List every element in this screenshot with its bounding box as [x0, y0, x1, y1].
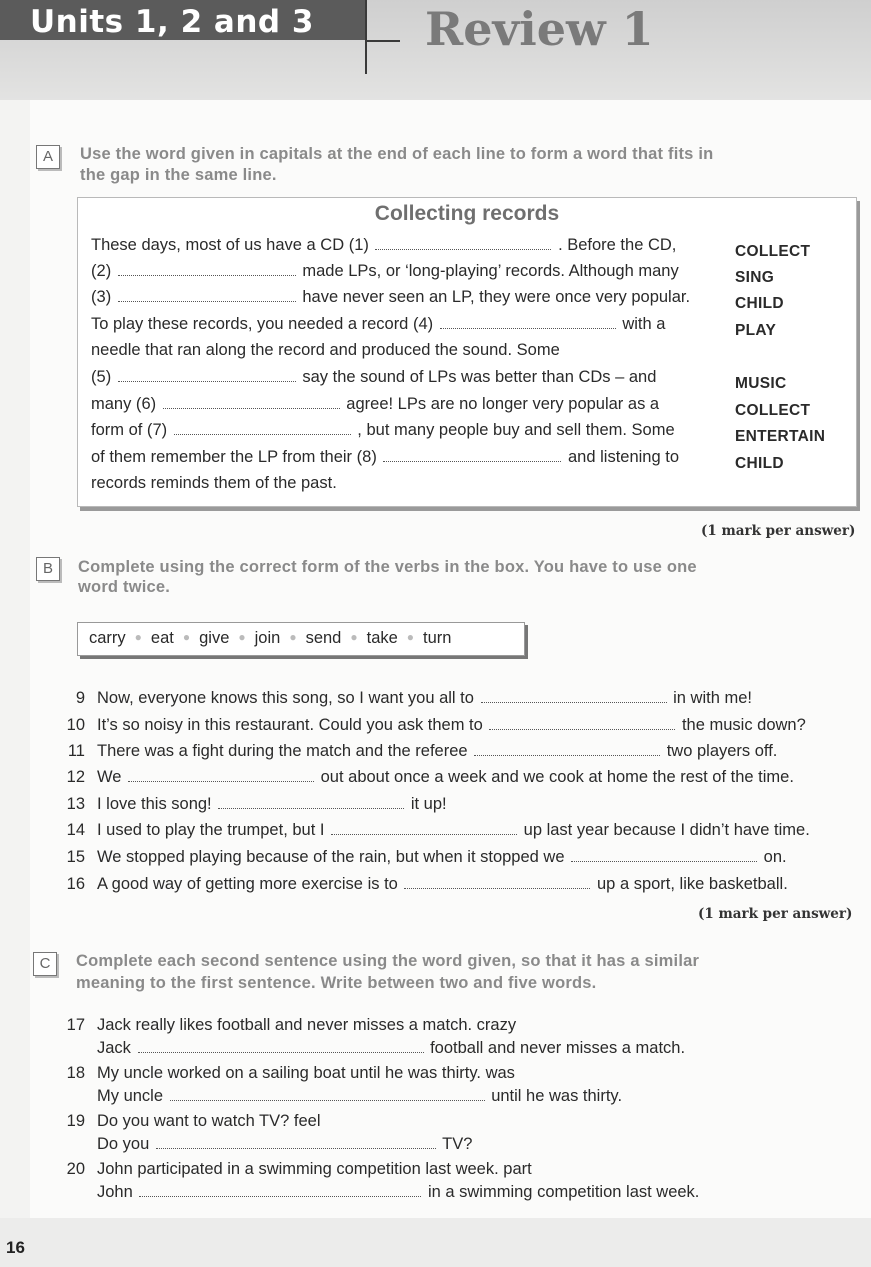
review-title: Review 1 [425, 2, 654, 56]
capital-word: SING [735, 269, 775, 286]
capital-word: ENTERTAIN [735, 428, 826, 445]
header-rule [366, 40, 400, 42]
question-text [97, 821, 810, 840]
capital-word: MUSIC [735, 375, 787, 392]
question-number: 14 [66, 821, 85, 839]
passage-text: agree! LPs are no longer very popular as a [341, 395, 660, 413]
section-b-instruction-2: word twice. [78, 578, 171, 596]
section-c-instruction-2: meaning to the first sentence. Write between two and five words. [76, 974, 597, 992]
passage-text: say the sound of LPs was better than CDs – and [297, 368, 657, 386]
question-post: it up! [406, 795, 447, 813]
passage-text: , but many people buy and sell them. Some [352, 421, 675, 439]
passage-text: ) [363, 236, 374, 254]
passage-text: ) [105, 288, 116, 306]
keyword: crazy [476, 1016, 517, 1034]
bullet-separator: ● [238, 630, 246, 644]
question-number: 16 [66, 875, 85, 893]
passage-text: many ( [91, 395, 142, 413]
question-text [97, 848, 787, 867]
second-sentence [97, 1087, 622, 1106]
gap-blank[interactable] [163, 407, 340, 409]
passage-line [91, 448, 679, 467]
answer-blank[interactable] [331, 833, 517, 835]
passage-text: ) [371, 448, 382, 466]
verb-word: turn [423, 629, 452, 647]
passage-line [91, 395, 659, 414]
text-box-collecting-records [77, 197, 857, 507]
answer-blank[interactable] [404, 887, 590, 889]
gap-blank[interactable] [375, 248, 551, 250]
section-b-marks: (1 mark per answer) [698, 906, 853, 922]
question-post: out about once a week and we cook at home the rest of the time. [316, 768, 794, 786]
answer-blank[interactable] [489, 728, 675, 730]
section-a-marks: (1 mark per answer) [701, 523, 856, 539]
question-text [97, 689, 752, 708]
passage-text: ( [91, 262, 97, 280]
passage-text: form of ( [91, 421, 153, 439]
question-post: on. [759, 848, 787, 866]
question-post: two players off. [662, 742, 778, 760]
bullet-separator: ● [182, 630, 191, 644]
passage-text: have never seen an LP, they were once very popular. [297, 288, 691, 306]
section-b-instruction-1: Complete using the correct form of the verbs in the box. You have to use one [78, 558, 697, 576]
keyword: was [485, 1064, 515, 1082]
first-sentence [97, 1016, 516, 1035]
verb-word: send [305, 629, 342, 647]
question-pre: I used to play the trumpet, but I [97, 821, 330, 839]
passage-text: ( [91, 288, 97, 306]
box-title: Collecting records [374, 202, 560, 225]
keyword: feel [293, 1112, 321, 1130]
passage-text: ) [105, 368, 116, 386]
passage-line [91, 236, 676, 255]
question-post: in with me! [668, 689, 752, 707]
gap-blank[interactable] [118, 300, 296, 302]
question-text [97, 742, 777, 761]
passage-text: ( [91, 368, 97, 386]
first-sentence [97, 1160, 532, 1179]
passage-text: ) [427, 315, 438, 333]
bullet-separator: ● [289, 630, 297, 644]
capital-word: CHILD [735, 295, 784, 312]
gap-blank[interactable] [118, 380, 296, 382]
question-number: 13 [66, 795, 85, 813]
question-pre: Now, everyone knows this song, so I want you all to [97, 689, 479, 707]
passage-text: of them remember the LP from their ( [91, 448, 363, 466]
sentence-post: football and never misses a match. [425, 1039, 686, 1057]
question-post: up last year because I didn’t have time. [519, 821, 810, 839]
section-a-letter: A [36, 145, 60, 169]
passage-text: with a [617, 315, 666, 333]
page-number: 16 [6, 1238, 25, 1257]
answer-blank[interactable] [138, 1051, 424, 1053]
sentence-text: Do you want to watch TV? [97, 1112, 290, 1130]
question-text [97, 875, 788, 894]
sentence-text: My uncle worked on a sailing boat until he was thirty. [97, 1064, 481, 1082]
passage-line [91, 368, 656, 387]
gap-blank[interactable] [440, 327, 616, 329]
bullet-separator: ● [134, 630, 142, 644]
header-divider [365, 0, 367, 74]
capital-word: COLLECT [735, 402, 811, 419]
question-post: the music down? [677, 716, 806, 734]
question-number: 15 [66, 848, 85, 866]
question-number: 11 [67, 742, 85, 760]
passage-line [91, 421, 675, 440]
passage-text: needle that ran along the record and produced the sound. Some [91, 341, 560, 359]
verb-word-box [77, 622, 525, 656]
bullet-separator: ● [350, 630, 358, 644]
answer-blank[interactable] [128, 780, 314, 782]
passage-line [91, 474, 337, 493]
gap-blank[interactable] [383, 460, 561, 462]
answer-blank[interactable] [139, 1195, 421, 1197]
gap-number: 3 [96, 288, 106, 306]
question-pre: It’s so noisy in this restaurant. Could you ask them to [97, 716, 488, 734]
second-sentence [97, 1039, 685, 1058]
gap-blank[interactable] [118, 274, 296, 276]
answer-blank[interactable] [474, 754, 660, 756]
answer-blank[interactable] [170, 1099, 485, 1101]
sentence-text: Jack really likes football and never misses a match. [97, 1016, 473, 1034]
section-c-letter: C [33, 952, 57, 976]
passage-line [91, 288, 690, 307]
gap-number: 6 [141, 395, 151, 413]
answer-blank[interactable] [218, 807, 404, 809]
question-number: 20 [66, 1160, 85, 1178]
passage-text: ) [150, 395, 161, 413]
first-sentence [97, 1064, 515, 1083]
keyword: part [503, 1160, 532, 1178]
passage-text: To play these records, you needed a record ( [91, 315, 419, 333]
verb-word: give [199, 629, 230, 647]
capital-word: PLAY [735, 322, 777, 339]
gap-number: 1 [354, 236, 364, 254]
capital-word: COLLECT [735, 243, 811, 260]
verb-word: carry [89, 629, 126, 647]
footer-strip [0, 1218, 871, 1267]
sentence-post: in a swimming competition last week. [423, 1183, 700, 1201]
question-text [97, 768, 794, 787]
sentence-pre: John [97, 1183, 138, 1201]
second-sentence [97, 1135, 472, 1154]
gap-number: 8 [362, 448, 372, 466]
question-number: 10 [66, 716, 85, 734]
answer-blank[interactable] [156, 1147, 436, 1149]
passage-line [91, 262, 679, 281]
passage-text: and listening to [563, 448, 680, 466]
section-a-instruction-2: the gap in the same line. [80, 166, 277, 184]
question-pre: I love this song! [97, 795, 217, 813]
capital-word: CHILD [735, 455, 784, 472]
sentence-pre: Jack [97, 1039, 136, 1057]
passage-text: records reminds them of the past. [91, 474, 337, 492]
section-b-letter: B [36, 557, 60, 581]
question-number: 12 [66, 768, 85, 786]
bullet-separator: ● [406, 630, 415, 644]
section-a-instruction-1: Use the word given in capitals at the end of each line to form a word that fits in [80, 145, 714, 163]
question-pre: We stopped playing because of the rain, but when it stopped we [97, 848, 570, 866]
question-pre: We [97, 768, 127, 786]
gap-number: 7 [152, 421, 162, 439]
question-text [97, 716, 806, 735]
gap-number: 4 [418, 315, 428, 333]
passage-text: ) [161, 421, 172, 439]
passage-text: made LPs, or ‘long-playing’ records. Although many [297, 262, 679, 280]
question-number: 18 [66, 1064, 85, 1082]
question-pre: A good way of getting more exercise is to [97, 875, 403, 893]
passage-line [91, 315, 665, 334]
passage-line [91, 341, 560, 360]
sentence-pre: My uncle [97, 1087, 168, 1105]
verb-word: eat [150, 629, 174, 647]
answer-blank[interactable] [571, 860, 757, 862]
verb-list [89, 629, 451, 648]
passage-text: ) [105, 262, 116, 280]
first-sentence [97, 1112, 321, 1131]
sentence-post: until he was thirty. [486, 1087, 623, 1105]
sentence-post: TV? [437, 1135, 473, 1153]
second-sentence [97, 1183, 699, 1202]
answer-blank[interactable] [481, 701, 667, 703]
passage-text: These days, most of us have a CD ( [91, 236, 355, 254]
gap-number: 2 [96, 262, 106, 280]
sentence-pre: Do you [97, 1135, 154, 1153]
verb-word: take [366, 629, 398, 647]
units-title: Units 1, 2 and 3 [30, 4, 314, 40]
gap-blank[interactable] [174, 433, 351, 435]
question-pre: There was a fight during the match and the referee [97, 742, 473, 760]
question-text [97, 795, 447, 814]
question-number: 9 [75, 689, 85, 707]
question-number: 19 [66, 1112, 85, 1130]
verb-word: join [254, 629, 281, 647]
passage-text: . Before the CD, [553, 236, 677, 254]
section-c-instruction-1: Complete each second sentence using the word given, so that it has a similar [76, 952, 700, 970]
question-number: 17 [66, 1016, 85, 1034]
sentence-text: John participated in a swimming competition last week. [97, 1160, 499, 1178]
question-post: up a sport, like basketball. [592, 875, 788, 893]
gap-number: 5 [96, 368, 106, 386]
